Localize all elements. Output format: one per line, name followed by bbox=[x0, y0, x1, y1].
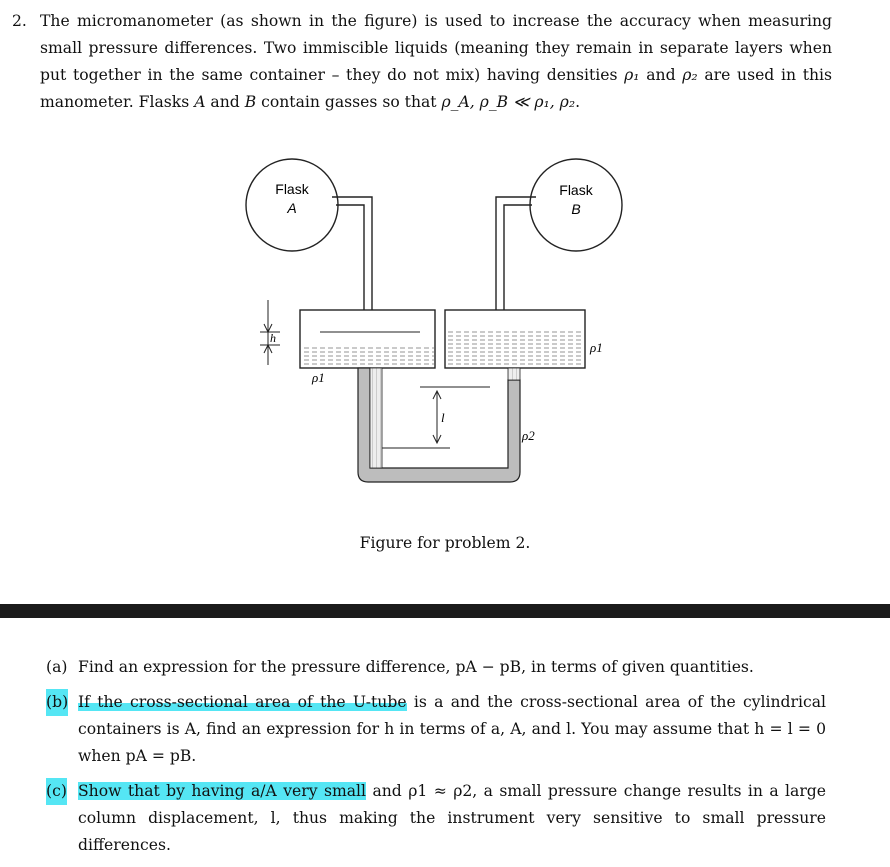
math-flask-a: A bbox=[194, 93, 206, 111]
u-tube-rho1-left bbox=[370, 368, 382, 468]
problem-sentence: The micromanometer (as shown in the figure) is used to increase the accuracy when measuring small pressure differences. bbox=[40, 12, 832, 57]
problem-sentence: Two immiscible liquids (meaning they remain in separate layers when put together in the same container – they do not mix) having densities bbox=[40, 39, 832, 84]
part-a-label: (a) bbox=[46, 658, 68, 676]
flask-a-label: Flask bbox=[275, 181, 309, 197]
part-b-label: (b) bbox=[46, 689, 68, 716]
h-label: h bbox=[270, 331, 276, 345]
flask-b-label: Flask bbox=[559, 182, 593, 198]
part-a-text: Find an expression for the pressure difference, pA − pB, in terms of given quantities. bbox=[78, 658, 754, 676]
rho2-label: ρ2 bbox=[522, 428, 535, 443]
part-a bbox=[46, 654, 826, 681]
part-c-label: (c) bbox=[46, 778, 67, 805]
problem-parts bbox=[46, 654, 826, 867]
divider-bar bbox=[0, 604, 890, 618]
part-b bbox=[46, 689, 826, 770]
rho1-left-label: ρ1 bbox=[312, 370, 325, 385]
problem-number: 2. bbox=[12, 12, 27, 30]
problem-text: . bbox=[575, 93, 581, 111]
problem-text: and bbox=[639, 66, 683, 84]
problem-text: and bbox=[205, 93, 245, 111]
tube-b bbox=[504, 205, 532, 310]
problem-text: are used in this manometer. Flasks bbox=[40, 66, 832, 111]
math-rho1: ρ₁ bbox=[624, 66, 640, 84]
part-b-text: is a and the cross-sectional area of the cylindrical containers is A, find an expression for h in terms of a, A, and l. You may assume that h = l = 0 when pA = pB. bbox=[78, 693, 826, 765]
part-c bbox=[46, 778, 826, 859]
problem-body bbox=[40, 8, 832, 116]
u-tube-rho1-right bbox=[508, 368, 520, 380]
tube-b-inner bbox=[496, 197, 536, 310]
container-b-fluid bbox=[446, 330, 584, 367]
math-density-condition: ρ_A, ρ_B ≪ ρ₁, ρ₂ bbox=[441, 93, 576, 111]
problem-text: contain gasses so that bbox=[256, 93, 442, 111]
l-label: l bbox=[441, 410, 445, 425]
part-c-highlight: Show that by having a/A very small bbox=[78, 782, 367, 800]
flask-b-letter: B bbox=[571, 201, 581, 217]
math-flask-b: B bbox=[244, 93, 257, 111]
part-b-highlight: If the cross-sectional area of the U-tube bbox=[78, 693, 407, 711]
part-c-text: and ρ1 ≈ ρ2, a small pressure change results in a large column displacement, l, thus making the instrument very sensitive to small pressure differences. bbox=[78, 782, 827, 854]
figure-caption: Figure for problem 2. bbox=[359, 534, 531, 552]
tube-a bbox=[336, 205, 364, 310]
container-a-fluid bbox=[301, 345, 434, 367]
rho1-right-label: ρ1 bbox=[590, 340, 603, 355]
tube-a-inner bbox=[332, 197, 372, 310]
math-rho2: ρ₂ bbox=[682, 66, 698, 84]
micromanometer-figure bbox=[240, 150, 640, 510]
flask-a-letter: A bbox=[287, 200, 297, 216]
problem-statement bbox=[12, 8, 832, 116]
